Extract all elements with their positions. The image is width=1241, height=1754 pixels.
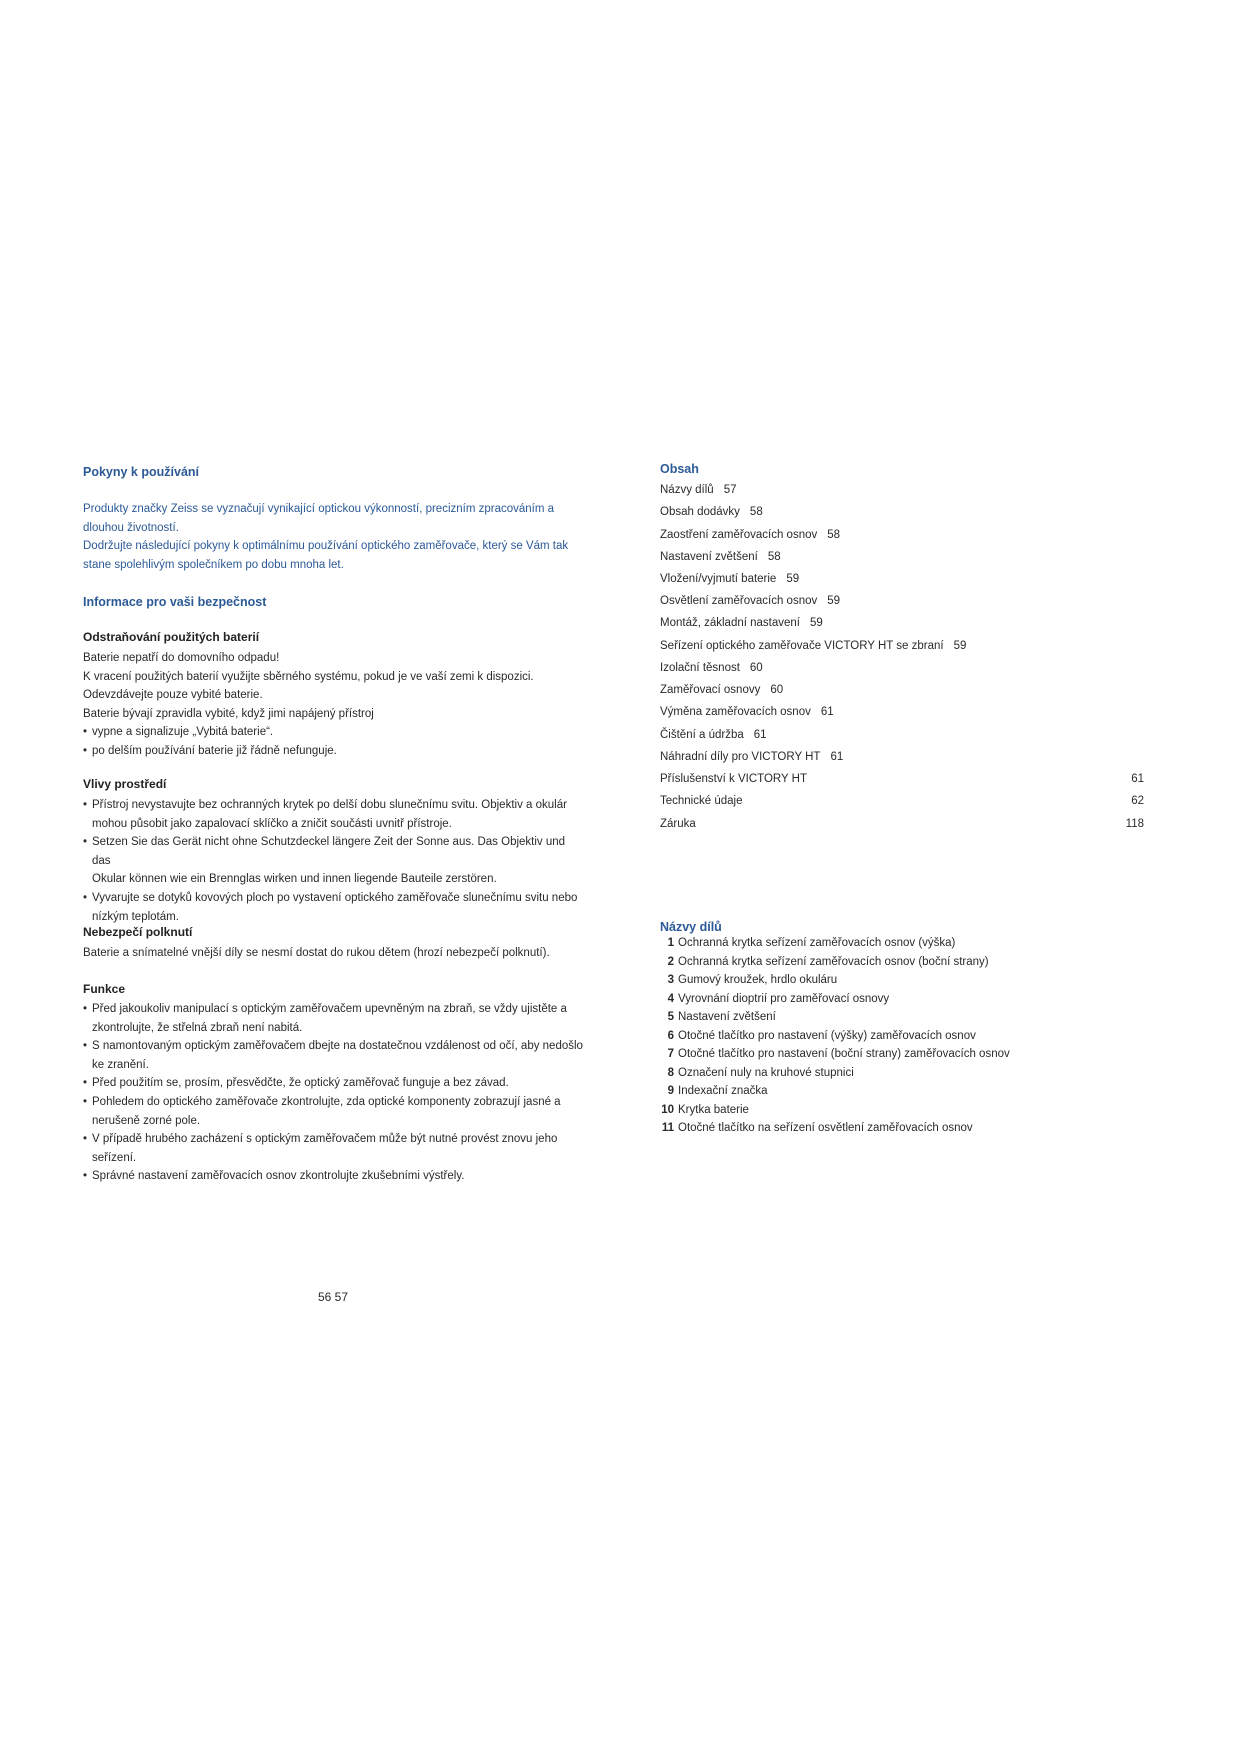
toc-entry-label: Výměna zaměřovacích osnov [660, 706, 811, 718]
toc-entry [660, 795, 1144, 807]
toc-entry-label: Čištění a údržba [660, 729, 744, 741]
disposal-line: Odevzdávejte pouze vybité baterie. [83, 689, 263, 702]
toc-entry-label: Seřízení optického zaměřovače VICTORY HT se zbraní [660, 640, 944, 652]
part-label: Vyrovnání dioptrií pro zaměřovací osnovy [678, 993, 890, 1005]
bullet-line: • Před jakoukoliv manipulací s optickým zaměřovačem upevněným na zbraň, se vždy ujistěte a [92, 1003, 567, 1015]
toc-entry-label: Izolační těsnost [660, 662, 740, 674]
environment-text [83, 796, 583, 926]
table-of-contents [660, 484, 1220, 844]
part-number: 2 [667, 956, 674, 968]
toc-entry-page: 62 [1131, 795, 1144, 807]
bullet-line: zkontrolujte, že střelná zbraň není nabitá. [92, 1021, 303, 1034]
toc-entry-label: Obsah dodávky [660, 506, 740, 518]
part-item [660, 1104, 749, 1116]
function-heading: Funkce [83, 982, 126, 996]
toc-entry [660, 506, 1144, 518]
page-numbers: 56 57 [318, 1290, 349, 1304]
intro-line: Dodržujte následující pokyny k optimálnímu používání optického zaměřovače, který se Vám tak [83, 540, 569, 553]
toc-entry [660, 617, 1144, 629]
parts-title: Názvy dílů [660, 920, 722, 934]
part-number: 7 [667, 1048, 674, 1060]
environment-heading: Vlivy prostředí [83, 777, 167, 791]
part-number: 11 [661, 1122, 674, 1134]
bullet-item [83, 1130, 583, 1167]
toc-entry [660, 706, 1144, 718]
part-item [660, 974, 837, 986]
disposal-line: Baterie nepatří do domovního odpadu! [83, 652, 280, 664]
toc-entry [660, 662, 1144, 674]
part-label: Označení nuly na kruhové stupnici [678, 1067, 854, 1079]
toc-entry-page: 61 [1131, 773, 1144, 785]
part-number: 8 [667, 1067, 674, 1079]
toc-entry-page: 59 [786, 573, 800, 585]
part-item [660, 1048, 1010, 1060]
function-text [83, 1000, 583, 1186]
toc-entry [660, 751, 1144, 763]
part-item [660, 1030, 976, 1042]
toc-entry [660, 818, 1144, 830]
disposal-text [83, 649, 583, 761]
swallow-heading: Nebezpečí polknutí [83, 925, 193, 939]
part-number: 6 [667, 1030, 674, 1042]
part-item [660, 1067, 854, 1079]
intro-line: stane spolehlivým společníkem po dobu mnoha let. [83, 558, 344, 571]
disposal-heading: Odstraňování použitých baterií [83, 630, 260, 644]
disposal-bullets [83, 723, 583, 760]
toc-entry-page: 58 [827, 529, 841, 541]
bullet-item [83, 1167, 583, 1186]
bullet-item [83, 889, 583, 926]
toc-entry-page: 60 [749, 662, 763, 674]
toc-entry-label: Názvy dílů [660, 484, 714, 496]
bullet-line: • S namontovaným optickým zaměřovačem dbejte na dostatečnou vzdálenost od očí, aby nedošlo [92, 1040, 583, 1053]
disposal-line: Baterie bývají zpravidla vybité, když jimi napájený přístroj [83, 707, 374, 720]
bullet-item [83, 1000, 583, 1037]
toc-entry [660, 729, 1144, 741]
toc-entry-label: Náhradní díly pro VICTORY HT [660, 751, 821, 763]
toc-entry-label: Příslušenství k VICTORY HT [660, 773, 807, 785]
part-label: Gumový kroužek, hrdlo okuláru [678, 974, 838, 986]
part-number: 1 [667, 937, 674, 949]
intro-line: Produkty značky Zeiss se vyznačují vynikající optickou výkonností, precizním zpracováním a [83, 503, 555, 515]
toc-entry-label: Záruka [660, 818, 696, 830]
intro-paragraph [83, 500, 583, 574]
bullet-line: • Pohledem do optického zaměřovače zkontrolujte, zda optické komponenty zobrazují jasné a [92, 1095, 561, 1108]
bullet-item [83, 1037, 583, 1074]
toc-entry [660, 640, 1144, 652]
toc-entry [660, 573, 1144, 585]
toc-entry-label: Zaostření zaměřovacích osnov [660, 529, 818, 541]
environment-bullets [83, 796, 583, 926]
part-item [660, 993, 889, 1005]
bullet-item [83, 833, 583, 889]
toc-entry-label: Technické údaje [660, 795, 743, 807]
part-label: Otočné tlačítko na seřízení osvětlení zaměřovacích osnov [678, 1122, 973, 1134]
toc-entry [660, 684, 1144, 696]
page-title: Pokyny k používání [83, 465, 200, 479]
toc-entry-label: Vložení/vyjmutí baterie [660, 573, 777, 585]
swallow-text: Baterie a snímatelné vnější díly se nesmí dostat do rukou dětem (hrozí nebezpečí polknutí). [83, 947, 550, 959]
bullet-line: nerušeně zorné pole. [92, 1114, 201, 1127]
toc-entry-page: 118 [1125, 818, 1144, 830]
part-label: Indexační značka [678, 1085, 768, 1097]
toc-entry-page: 59 [953, 640, 967, 652]
toc-entry-page: 59 [810, 617, 823, 629]
part-number: 4 [667, 993, 674, 1005]
toc-entry-label: Zaměřovací osnovy [660, 684, 761, 696]
bullet-line: • Správné nastavení zaměřovacích osnov zkontrolujte zkušebními výstřely. [92, 1170, 465, 1183]
bullet-line: Okular können wie ein Brennglas wirken und innen liegende Bauteile zerstören. [92, 873, 497, 886]
part-label: Otočné tlačítko pro nastavení (výšky) zaměřovacích osnov [678, 1030, 976, 1042]
bullet-item [83, 796, 583, 833]
bullet-item [83, 1093, 583, 1130]
toc-entry-page: 57 [723, 484, 737, 496]
bullet-item [83, 1074, 583, 1093]
part-item [660, 1085, 768, 1097]
toc-title: Obsah [660, 462, 699, 476]
part-label: Krytka baterie [678, 1104, 749, 1116]
part-label: Ochranná krytka seřízení zaměřovacích osnov (boční strany) [678, 956, 989, 968]
part-item [660, 1122, 973, 1134]
bullet-line: seřízení. [92, 1151, 137, 1164]
toc-entry [660, 529, 1144, 541]
toc-entry-page: 61 [820, 706, 834, 718]
intro-line: dlouhou životností. [83, 521, 179, 534]
toc-entry-page: 58 [749, 506, 763, 518]
toc-entry [660, 551, 1144, 563]
part-number: 9 [667, 1085, 674, 1097]
function-bullets [83, 1000, 583, 1186]
toc-entry-page: 61 [753, 729, 767, 741]
toc-entry-page: 59 [827, 595, 841, 607]
toc-entry-page: 58 [767, 551, 781, 563]
toc-entry-page: 60 [770, 684, 784, 696]
part-item [660, 1011, 776, 1023]
safety-heading: Informace pro vaši bezpečnost [83, 595, 267, 609]
bullet-line: • Přístroj nevystavujte bez ochranných krytek po delší dobu slunečnímu svitu. Objektiv a okulár [92, 799, 567, 811]
part-label: Nastavení zvětšení [678, 1011, 776, 1023]
bullet-item: • po delším používání baterie již řádně nefunguje. [83, 742, 583, 761]
bullet-line: ke zranění. [92, 1058, 149, 1071]
bullet-line: • Vyvarujte se dotyků kovových ploch po vystavení optického zaměřovače slunečnímu svitu nebo [92, 891, 578, 904]
toc-entry-label: Osvětlení zaměřovacích osnov [660, 595, 818, 607]
part-number: 5 [667, 1011, 674, 1023]
bullet-line: • V případě hrubého zacházení s optickým zaměřovačem může být nutné provést znovu jeho [92, 1133, 558, 1146]
bullet-line: nízkým teplotám. [92, 910, 179, 923]
parts-list [660, 937, 1220, 1157]
bullet-line: • Setzen Sie das Gerät nicht ohne Schutzdeckel längere Zeit der Sonne aus. Das Objektiv und das [92, 836, 566, 867]
part-number: 3 [667, 974, 674, 986]
bullet-item: • vypne a signalizuje „Vybitá baterie“. [83, 723, 583, 742]
bullet-line: mohou působit jako zapalovací sklíčko a zničit součásti uvnitř přístroje. [92, 817, 452, 830]
disposal-line: K vracení použitých baterií využijte sběrného systému, pokud je ve vaší zemi k dispozici. [83, 670, 534, 683]
toc-entry-label: Nastavení zvětšení [660, 551, 758, 563]
part-item [660, 956, 989, 968]
part-number: 10 [661, 1104, 674, 1116]
toc-entry [660, 484, 1144, 496]
toc-entry-page: 61 [830, 751, 844, 763]
toc-entry-label: Montáž, základní nastavení [660, 617, 800, 629]
part-label: Otočné tlačítko pro nastavení (boční strany) zaměřovacích osnov [678, 1048, 1010, 1060]
bullet-line: • Před použitím se, prosím, přesvědčte, že optický zaměřovač funguje a bez závad. [92, 1077, 509, 1090]
toc-entry [660, 595, 1144, 607]
toc-entry [660, 773, 1144, 785]
part-item [660, 937, 955, 949]
part-label: Ochranná krytka seřízení zaměřovacích osnov (výška) [678, 937, 956, 949]
